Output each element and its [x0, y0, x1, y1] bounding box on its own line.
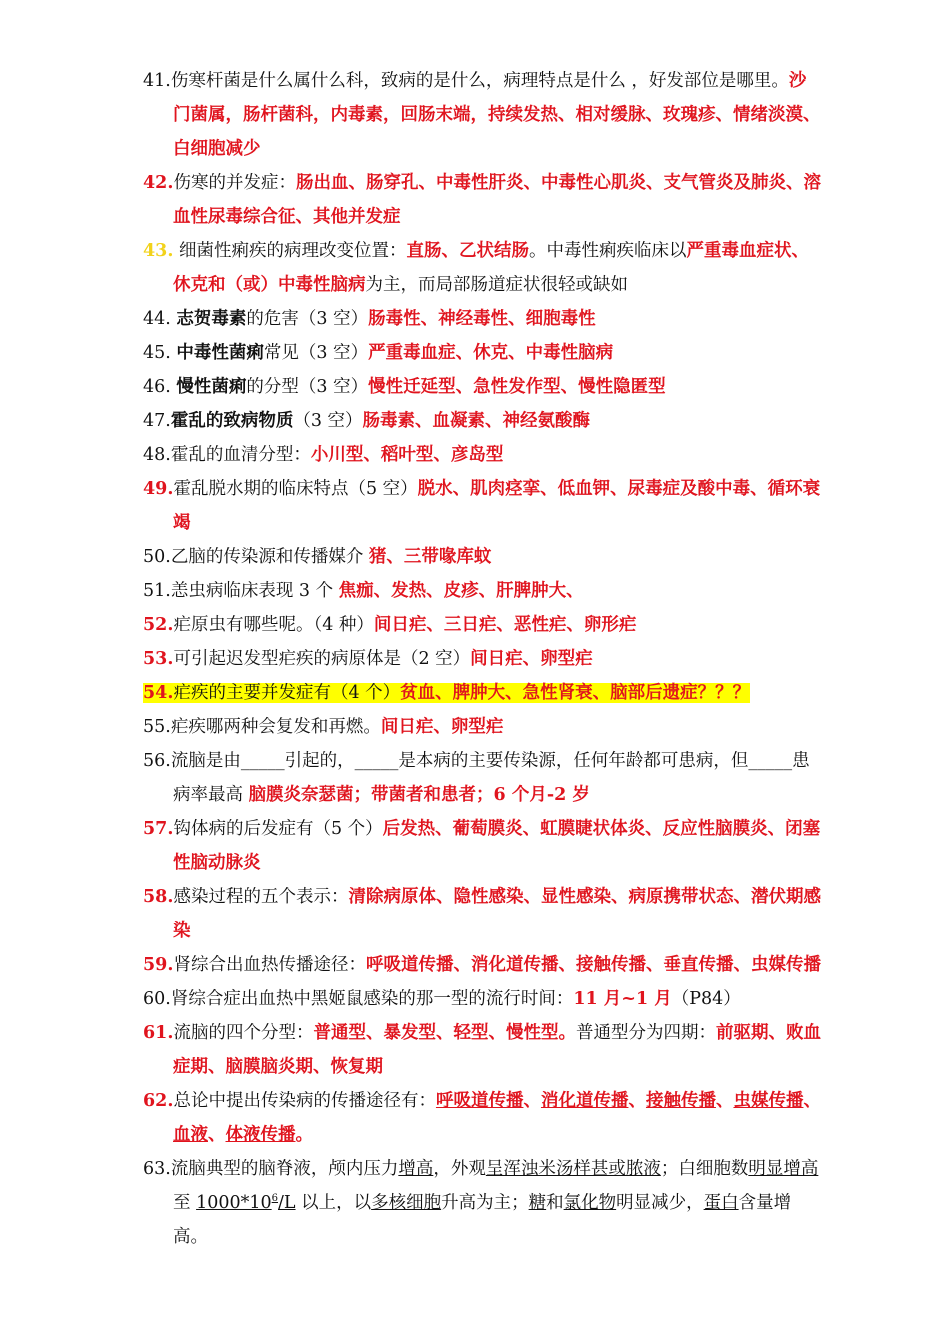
question-segment: （3 空） [293, 411, 363, 431]
answer-text: 呼吸道传播、消化道传播、接触传播、垂直传播、虫媒传播 [365, 955, 821, 975]
question-segment: 感染过程的五个表示： [173, 887, 349, 907]
question-number: 59. [143, 955, 174, 975]
question-item [143, 438, 823, 472]
answer-text: 直肠、乙状结肠 [406, 241, 530, 261]
question-segment: ；白细胞数 [660, 1159, 749, 1179]
question-text [143, 683, 750, 703]
question-item [143, 982, 823, 1016]
question-item [143, 642, 823, 676]
question-segment: 肾综合出血热传播途径： [173, 955, 366, 975]
question-segment: 为主，而局部肠道症状很轻或缺如 [365, 275, 628, 295]
question-list [143, 64, 823, 1254]
answer-text: 。 [295, 1125, 313, 1145]
question-segment: 增高 [398, 1159, 434, 1179]
question-segment: 。中毒性痢疾临床以 [529, 241, 687, 261]
question-number: 54. [143, 683, 174, 703]
question-segment: 霍乱脱水期的临床特点（5 空） [173, 479, 418, 499]
question-segment: 流脑是由_____引起的，_____是本病的主要传染源，任何年龄都可患病，但_____患病率最高 [170, 751, 810, 805]
question-segment: 普通型分为四期： [575, 1023, 716, 1043]
question-number: 47. [143, 411, 171, 431]
question-item [143, 710, 823, 744]
question-segment: 肾综合症出血热中黑姬鼠感染的那一型的流行时间： [170, 989, 574, 1009]
question-segment: 中毒性菌痢 [176, 343, 264, 363]
question-segment: 明显增高 [748, 1159, 819, 1179]
question-segment: 疟原虫有哪些呢。（4 种） [173, 615, 374, 635]
question-segment: 明显减少， [616, 1193, 704, 1213]
question-segment: 细菌性痢疾的病理改变位置： [173, 241, 407, 261]
answer-text: 间日疟、卵型疟 [470, 649, 593, 669]
question-item [143, 404, 823, 438]
question-number: 56. [143, 751, 171, 771]
question-text [143, 717, 503, 737]
question-segment: 乙脑的传染源和传播媒介 [170, 547, 369, 567]
question-segment: 氯化物 [563, 1193, 617, 1213]
answer-text: 呼吸道传播 [435, 1091, 524, 1111]
question-item [143, 744, 823, 812]
question-segment: /L [278, 1193, 296, 1213]
question-item [143, 574, 823, 608]
question-text [143, 547, 491, 567]
question-number: 52. [143, 615, 174, 635]
answer-text: 严重毒血症、休克、中毒性脑病 [368, 343, 614, 363]
question-segment: 慢性菌痢 [176, 377, 247, 397]
answer-text: 焦痂、发热、皮疹、肝脾肿大、 [338, 581, 584, 601]
question-number: 62. [143, 1091, 174, 1111]
question-item [143, 370, 823, 404]
answer-text: 间日疟、三日疟、恶性疟、卵形疟 [373, 615, 637, 635]
question-item [143, 472, 823, 540]
question-segment: 伤寒的并发症： [173, 173, 296, 193]
answer-text: 体液传播 [225, 1125, 296, 1145]
question-item [143, 1084, 823, 1152]
question-item [143, 676, 823, 710]
question-item [143, 540, 823, 574]
question-text [143, 581, 584, 601]
question-segment: 流脑典型的脑脊液，颅内压力 [170, 1159, 399, 1179]
question-segment: 呈浑浊米汤样甚或脓液 [485, 1159, 661, 1179]
answer-text: 清除病原体、隐性感染、显性感染、病原携带状态、潜伏期感染 [173, 887, 821, 941]
question-number: 63. [143, 1159, 171, 1179]
question-segment: 多核细胞 [371, 1193, 442, 1213]
question-text [143, 1023, 821, 1077]
question-segment: 可引起迟发型疟疾的病原体是（2 空） [173, 649, 471, 669]
question-segment: 1000*10 [196, 1193, 272, 1213]
question-segment: 钩体病的后发症有（5 个） [173, 819, 383, 839]
question-number: 41. [143, 71, 171, 91]
question-item [143, 1016, 823, 1084]
question-segment: 常见（3 空） [263, 343, 369, 363]
question-number: 57. [143, 819, 174, 839]
question-text [143, 989, 741, 1009]
answer-text: 沙门菌属，肠杆菌科，内毒素，回肠末端，持续发热、相对缓脉、玫瑰疹、情绪淡漠、白细胞减少 [173, 71, 821, 159]
question-number: 50. [143, 547, 171, 567]
question-number: 55. [143, 717, 171, 737]
question-segment: 伤寒杆菌是什么属什么科，致病的是什么，病理特点是什么 ，好发部位是哪里。 [170, 71, 789, 91]
question-item [143, 812, 823, 880]
question-segment: 的危害（3 空） [246, 309, 369, 329]
question-item [143, 166, 823, 234]
question-number: 45. [143, 343, 171, 363]
question-segment: （P84） [671, 989, 741, 1009]
question-text [143, 411, 590, 431]
answer-text: 前驱期、败血症期、脑膜脑炎期、恢复期 [173, 1023, 821, 1077]
question-segment: 霍乱的血清分型： [170, 445, 311, 465]
question-item [143, 302, 823, 336]
answer-text: 消化道传播 [540, 1091, 629, 1111]
question-text [143, 309, 596, 329]
question-segment: 志贺毒素 [176, 309, 247, 329]
question-segment: 糖 [528, 1193, 547, 1213]
answer-text: 肠出血、肠穿孔、中毒性肝炎、中毒性心肌炎、支气管炎及肺炎、溶血性尿毒综合征、其他并发症 [173, 173, 821, 227]
question-number: 60. [143, 989, 171, 1009]
question-text [143, 615, 636, 635]
question-text [143, 343, 613, 363]
answer-text: 、 [803, 1091, 821, 1111]
question-segment: 疟疾的主要并发症有（4 个） [173, 683, 401, 703]
question-segment: 恙虫病临床表现 3 个 [170, 581, 339, 601]
answer-text: 严重毒血症状、休克和（或）中毒性脑病 [173, 241, 810, 295]
question-segment: 6 [271, 1193, 279, 1205]
question-segment: 含量增高。 [173, 1193, 792, 1247]
question-segment: 以上，以 [295, 1193, 372, 1213]
answer-text: 、 [523, 1091, 541, 1111]
question-segment: 总论中提出传染病的传播途径有： [173, 1091, 436, 1111]
question-text [143, 887, 821, 941]
answer-text: 间日疟、卵型疟 [380, 717, 504, 737]
question-text [143, 71, 821, 159]
question-text [143, 1159, 818, 1247]
question-segment: 升高为主； [441, 1193, 529, 1213]
answer-text: 、 [208, 1125, 226, 1145]
question-text [143, 649, 593, 669]
answer-text: 猪、三带喙库蚊 [368, 547, 492, 567]
question-number: 51. [143, 581, 171, 601]
answer-text: 、 [628, 1091, 646, 1111]
question-segment: 和 [546, 1193, 564, 1213]
question-text [143, 377, 666, 397]
answer-text: 接触传播 [645, 1091, 716, 1111]
answer-text: 后发热、葡萄膜炎、虹膜睫状体炎、反应性脑膜炎、闭塞性脑动脉炎 [173, 819, 821, 873]
question-number: 43. [143, 241, 174, 261]
question-text [143, 819, 820, 873]
answer-text: 脱水、肌肉痉挛、低血钾、尿毒症及酸中毒、循环衰竭 [173, 479, 821, 533]
question-text [143, 241, 809, 295]
question-number: 44. [143, 309, 171, 329]
answer-text: 贫血、脾肿大、急性肾衰、脑部后遗症？？？ [400, 683, 751, 703]
answer-text: 肠毒性、神经毒性、细胞毒性 [368, 309, 596, 329]
answer-text: 血液 [173, 1125, 208, 1145]
answer-text: 虫媒传播 [733, 1091, 804, 1111]
question-segment: 蛋白 [703, 1193, 739, 1213]
question-item [143, 948, 823, 982]
question-segment: 流脑的四个分型： [173, 1023, 314, 1043]
question-segment: 的分型（3 空） [246, 377, 369, 397]
answer-text: 、 [715, 1091, 734, 1111]
question-segment: 霍乱的致病物质 [170, 411, 294, 431]
question-item [143, 64, 823, 166]
question-item [143, 880, 823, 948]
answer-text: 普通型、暴发型、轻型、慢性型。 [313, 1023, 576, 1043]
question-text [143, 479, 820, 533]
question-number: 48. [143, 445, 171, 465]
answer-text: 11 月~1 月 [573, 989, 672, 1009]
question-number: 61. [143, 1023, 174, 1043]
question-segment: 疟疾哪两种会复发和再燃。 [170, 717, 381, 737]
question-segment: 至 [173, 1193, 197, 1213]
answer-text: 小川型、稻叶型、彦岛型 [310, 445, 504, 465]
question-number: 46. [143, 377, 171, 397]
question-item [143, 1152, 823, 1254]
question-text [143, 751, 810, 805]
question-text [143, 445, 503, 465]
answer-text: 肠毒素、血凝素、神经氨酸酶 [362, 411, 591, 431]
answer-text: 慢性迁延型、急性发作型、慢性隐匿型 [368, 377, 666, 397]
question-segment: ，外观 [433, 1159, 486, 1179]
question-number: 58. [143, 887, 174, 907]
question-number: 49. [143, 479, 174, 499]
answer-text: 脑膜炎奈瑟菌；带菌者和患者；6 个月-2 岁 [248, 785, 590, 805]
question-item [143, 234, 823, 302]
question-text [143, 1091, 821, 1145]
question-text [143, 173, 821, 227]
question-number: 42. [143, 173, 174, 193]
question-item [143, 608, 823, 642]
question-item [143, 336, 823, 370]
question-text [143, 955, 821, 975]
question-number: 53. [143, 649, 174, 669]
